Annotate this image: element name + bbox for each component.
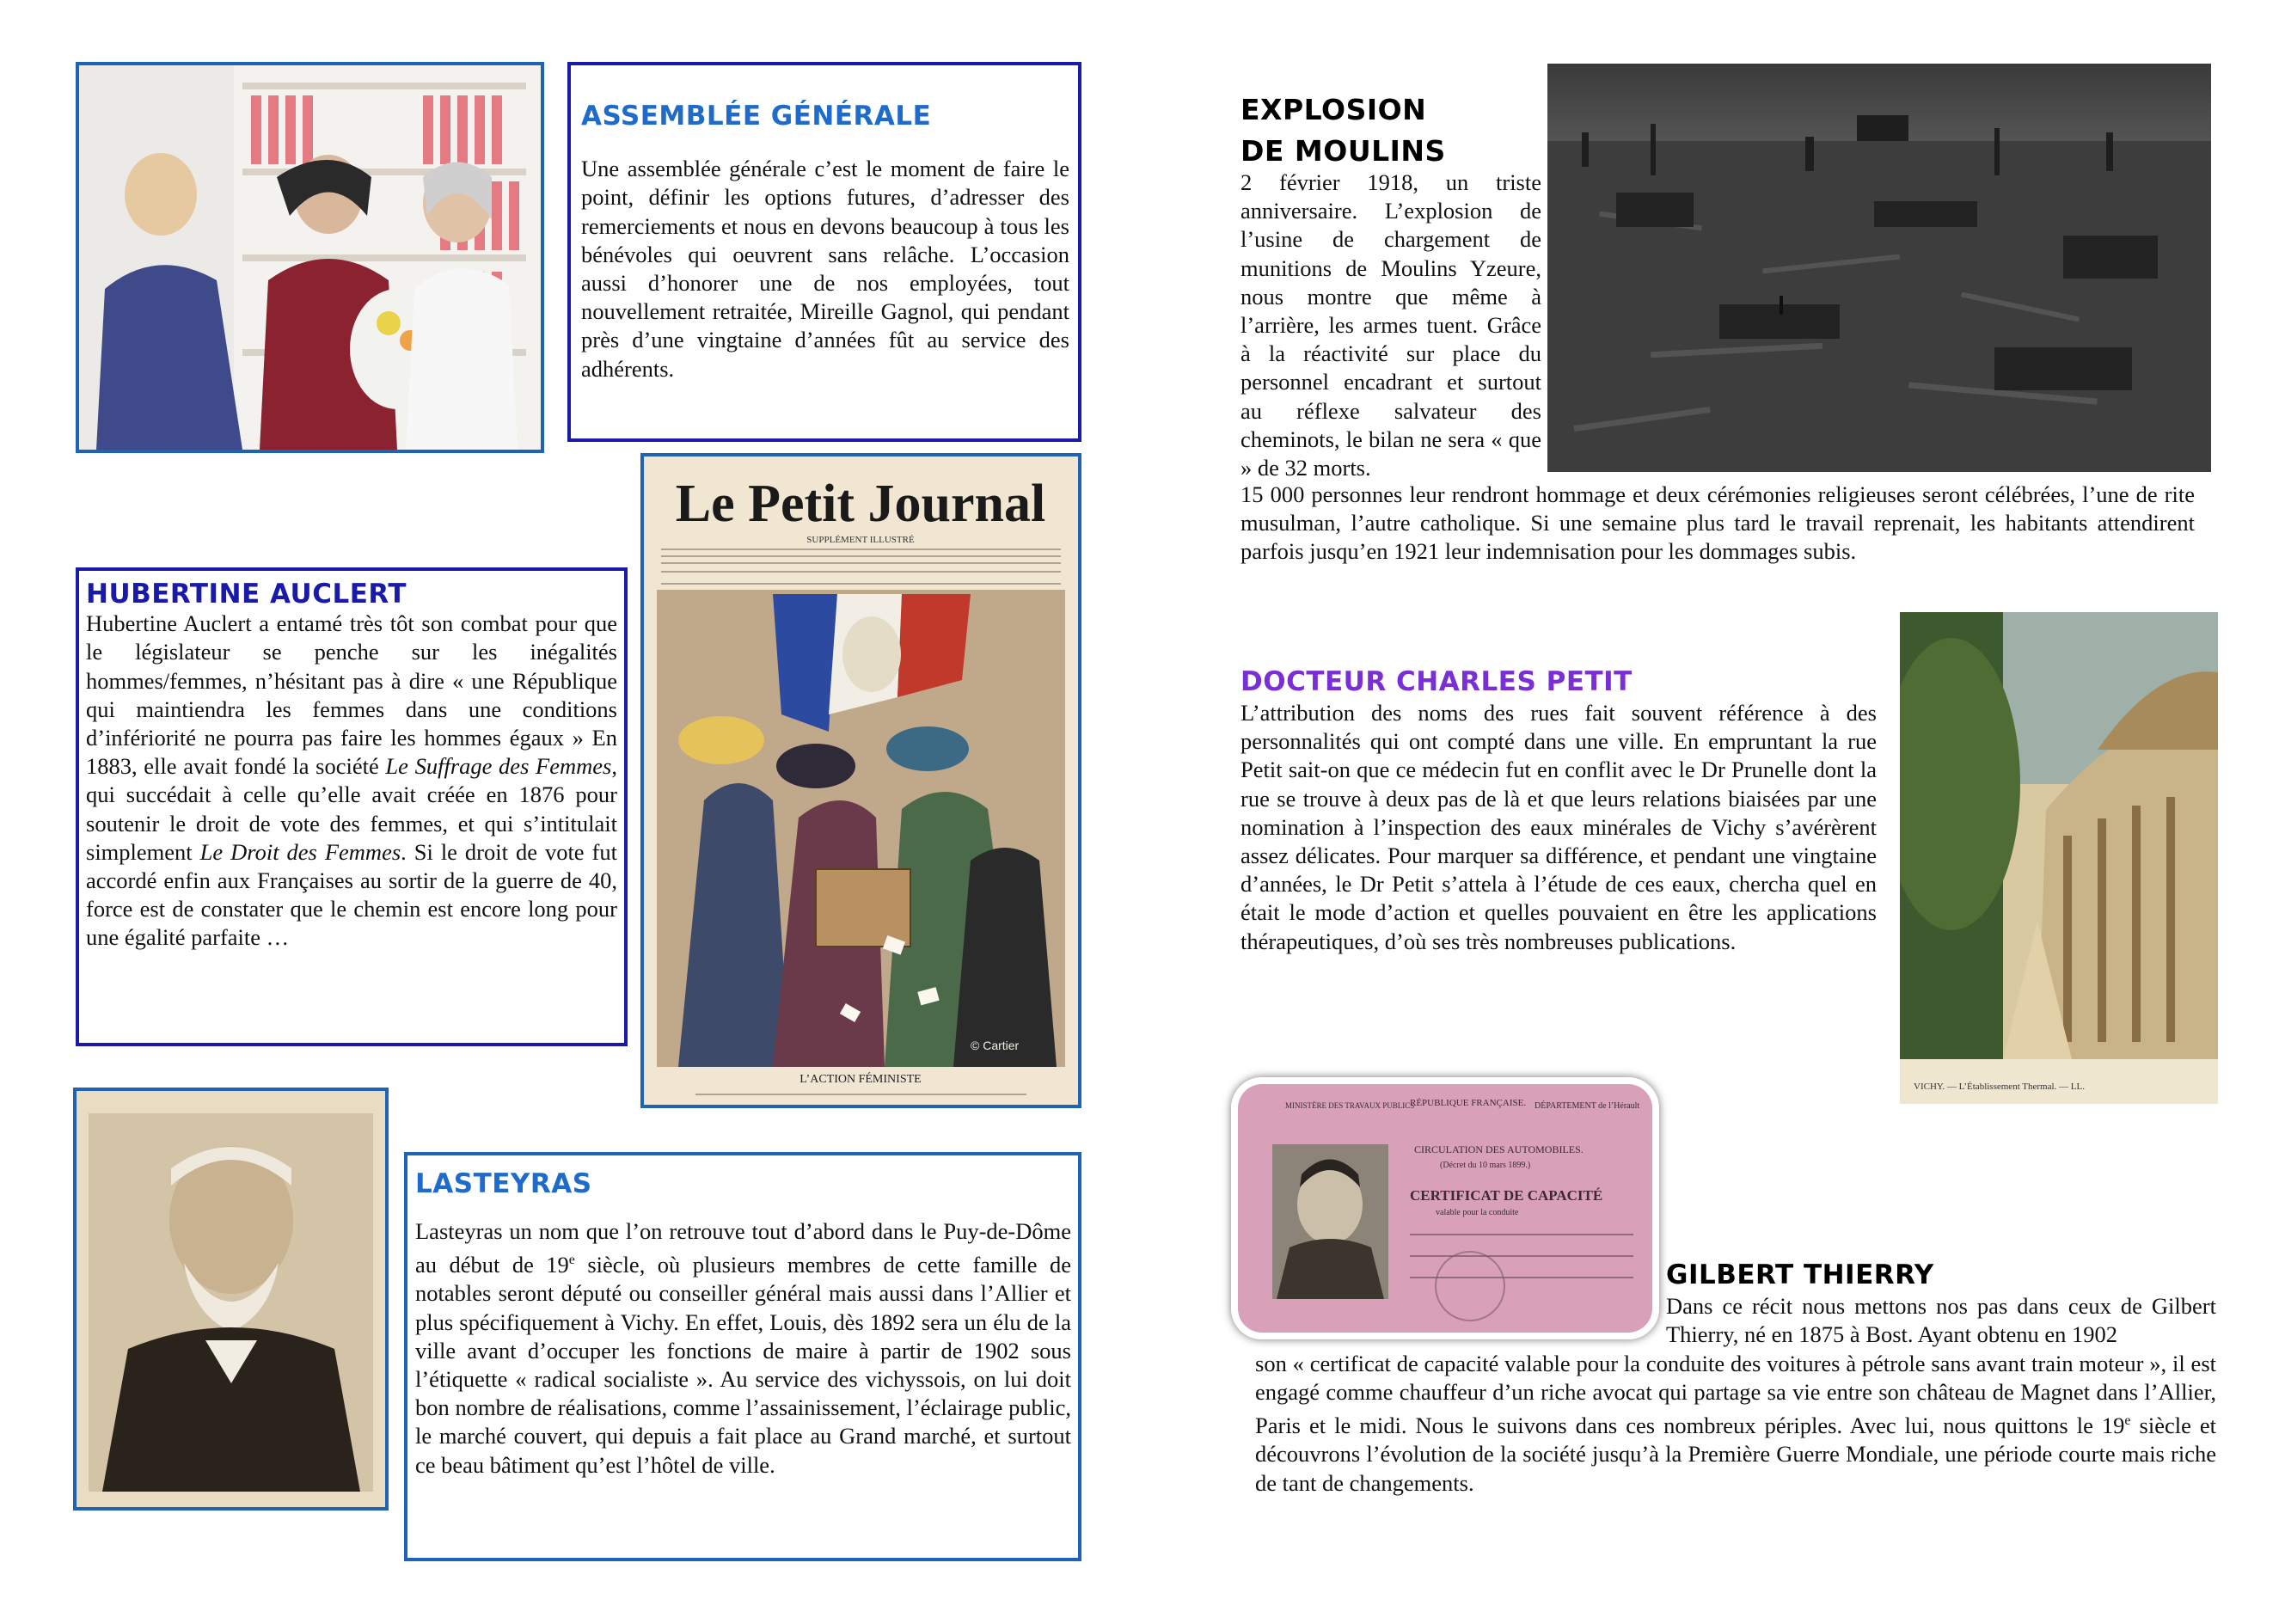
- certificat-departement: DÉPARTEMENT de l’Hérault: [1535, 1101, 1640, 1111]
- petit-text: L’attribution des noms des rues fait souvent référence à des personnalités qui ont compté dans une ville. En empruntant la rue Petit sait-on que ce médecin fut en conflit avec le Dr Prunelle dont la rue se trouve à deux pas de là et que leurs relations biaisées par une nomination à l’inspection des eaux minérales de Vichy s’avérèrent assez délicates. Pour marquer sa différence, et pendant une vingtaine d’années, le Dr Petit s’attela à l’étude de ces eaux, chercha quel en était le mode d’action et quelles pouvaient en être les applications thérapeutiques, d’où ses très nombreuses publications.: [1241, 700, 1877, 954]
- auclert-text-part-3: . Si le droit de vote fut accordé enfin aux Françaises au sortir de la guerre de 40, force est de constater que le chemin est encore long pour une égalité parfaite …: [86, 838, 617, 951]
- thierry-title: GILBERT THIERRY: [1666, 1259, 1934, 1290]
- certificat-image: [1231, 1077, 1659, 1339]
- petit-journal-watermark: © Cartier: [971, 1039, 1020, 1052]
- petit-journal-illustration: [644, 457, 1078, 1105]
- auclert-text: [86, 610, 617, 952]
- certificat-title: CERTIFICAT DE CAPACITÉ: [1410, 1187, 1603, 1204]
- certificat-decret: (Décret du 10 mars 1899.): [1440, 1161, 1531, 1170]
- lasteyras-engraving: [77, 1091, 385, 1507]
- certificat-republique: RÉPUBLIQUE FRANÇAISE.: [1410, 1098, 1527, 1108]
- thierry-text-full-part-1: son « certificat de capacité valable pour la conduite des voitures à pétrole sans avant train moteur », il est engagé comme chauffeur d’un riche avocat qui partage sa vie entre son château de Magnet dans l’Allier, Paris et le midi. Nous le suivons dans ces nombreux périples. Avec lui, nous quittons le 19: [1255, 1351, 2216, 1439]
- office-farewell-image: [79, 65, 541, 450]
- assemblee-photo: [76, 62, 544, 453]
- explosion-title: EXPLOSION DE MOULINS: [1241, 93, 1446, 168]
- certificat-card: [1238, 1084, 1652, 1333]
- lasteyras-box: [404, 1152, 1081, 1561]
- auclert-society-name-1: Le Suffrage des Femmes: [385, 753, 612, 780]
- lasteyras-text-part-2: siècle, où plusieurs membres de cette famille de notables seront député ou conseiller général mais aussi dans l’Allier et plus spécifiquement à Vichy. En effet, Louis, dès 1892 sera un élu de la ville avant d’occuper les fonctions de maire à partir de 1902 sous l’étiquette « radical socialiste ». Au service des vichyssois, on lui doit bon nombre de réalisations, comme l’assainissement, l’éclairage public, le marché couvert, qui depuis a fait place au Grand marché, et surtout ce beau bâtiment qu’est l’hôtel de ville.: [415, 1252, 1071, 1478]
- petit-journal-caption: L’ACTION FÉMINISTE: [799, 1073, 922, 1086]
- auclert-society-name-2: Le Droit des Femmes: [199, 838, 401, 865]
- auclert-title: HUBERTINE AUCLERT: [86, 579, 407, 610]
- petit-journal-masthead: Le Petit Journal: [675, 475, 1046, 533]
- thierry-text-full: [1255, 1350, 2216, 1498]
- auclert-text-part-1: Hubertine Auclert a entamé très tôt son combat pour que le législateur se penche sur les inégalités hommes/femmes, n’hésitant pas à dire « une République qui maintiendra les femmes dans une conditions d’infériorité ne pourra pas faire les hommes égaux » En 1883, elle avait fondé la société: [86, 610, 617, 780]
- certificat-circulation: CIRCULATION DES AUTOMOBILES.: [1414, 1143, 1584, 1155]
- explosion-photo: [1547, 64, 2211, 472]
- lasteyras-text: [415, 1217, 1071, 1480]
- thierry-text-full-part-2: siècle et découvrons l’évolution de la société jusqu’à la Première Guerre Mondiale, une période courte mais riche de tant de changements.: [1255, 1413, 2216, 1496]
- petit-title: DOCTEUR CHARLES PETIT: [1241, 666, 1633, 697]
- thierry-text-side: Dans ce récit nous mettons nos pas dans ceux de Gilbert Thierry, né en 1875 à Bost. Ayant obtenu en 1902: [1666, 1293, 2216, 1348]
- assemblee-text: Une assemblée générale c’est le moment de faire le point, définir les options futures, d’adresser des remerciements et nous en devons beaucoup à tous les bénévoles qui oeuvrent sans relâche. L’occasion aussi d’honorer une de nos employées, tout nouvellement retraitée, Mireille Gagnol, qui pendant près d’une vingtaine d’années fût au service des adhérents.: [581, 156, 1069, 382]
- assemblee-title: ASSEMBLÉE GÉNÉRALE: [581, 101, 932, 132]
- petit-journal-cover: [640, 453, 1081, 1108]
- lasteyras-portrait: [73, 1088, 389, 1511]
- lasteyras-title: LASTEYRAS: [415, 1168, 592, 1199]
- explosion-text-side: 2 février 1918, un triste anniversaire. L’explosion de l’usine de chargement de munitions de Moulins Yzeure, nous montre que même à l’arrière, les armes tuent. Grâce à la réactivité sur place du personnel encadrant et surtout au réflexe salvateur des cheminots, le bilan ne sera « que » de 32 morts.: [1241, 169, 1541, 481]
- thierry-sup: e: [2124, 1413, 2131, 1429]
- vichy-postcard: [1900, 612, 2218, 1104]
- explosion-text-full: 15 000 personnes leur rendront hommage et deux cérémonies religieuses seront célébrées, l’une de rite musulman, l’autre catholique. Si une semaine plus tard le travail reprenait, les habitants attendirent parfois jusqu’en 1921 leur indemnisation pour les dommages subis.: [1241, 481, 2195, 565]
- certificat-ministere: MINISTÈRE DES TRAVAUX PUBLICS: [1285, 1101, 1415, 1110]
- etablissement-thermal-image: [1900, 612, 2218, 1104]
- lasteyras-text-part-1: Lasteyras un nom que l’on retrouve tout d’abord dans le Puy-de-Dôme au début de 19: [415, 1218, 1071, 1278]
- petit-journal-supplement: SUPPLÉMENT ILLUSTRÉ: [806, 535, 915, 545]
- auclert-box: [76, 567, 628, 1046]
- auclert-text-part-2: , qui succédait à celle qu’elle avait créée en 1876 pour soutenir le droit de vote des femmes, et qui s’intitulait simplement: [86, 753, 617, 865]
- certificat-subtitle: valable pour la conduite: [1436, 1208, 1519, 1217]
- lasteyras-sup: e: [568, 1253, 575, 1268]
- postcard-caption: VICHY. — L’Établissement Thermal. — LL.: [1914, 1082, 2085, 1092]
- assemblee-box: [567, 62, 1081, 442]
- explosion-ruins-image: [1547, 64, 2211, 472]
